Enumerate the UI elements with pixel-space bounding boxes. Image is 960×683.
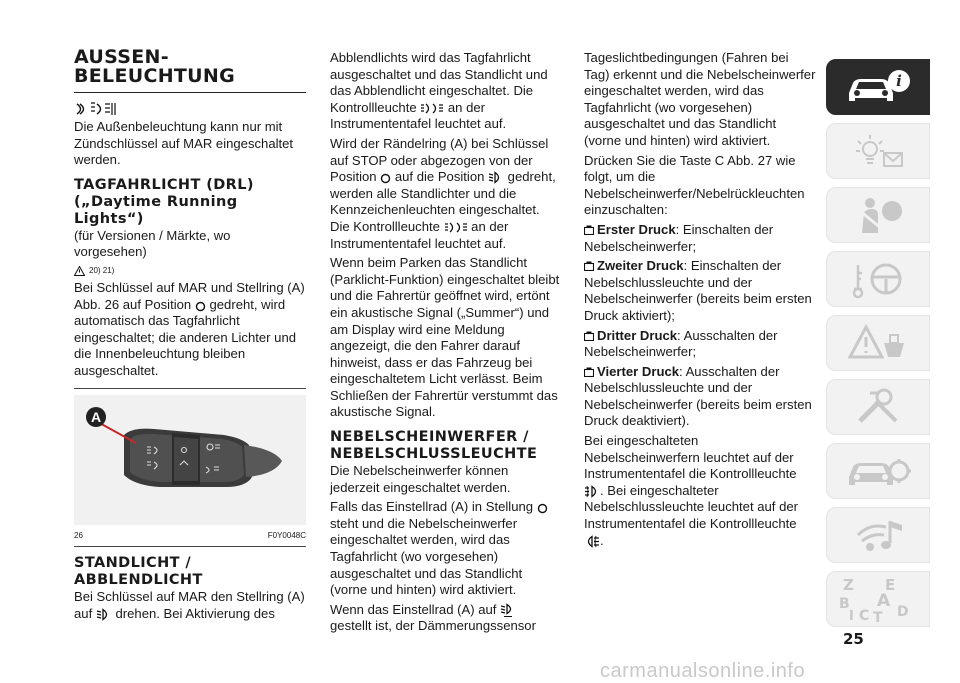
position-lights-indicator-icon bbox=[444, 221, 468, 234]
position-lights-indicator-icon bbox=[420, 102, 444, 115]
bullet-icon bbox=[584, 331, 594, 341]
press-step-1-text: : Einschalten der Nebelscheinwerfer; bbox=[584, 221, 774, 254]
svg-text:i: i bbox=[896, 72, 902, 90]
press-step-1-label: Erster Druck bbox=[597, 221, 676, 237]
press-step-4-label: Vierter Druck bbox=[597, 363, 680, 379]
col3-p3-a: Bei eingeschalteten Nebelscheinwerfern leuchtet auf der Instrumententafel die Kontrollleuchte bbox=[584, 433, 797, 482]
press-step-2-text: : Einschalten der Nebelschlussleuchte und der Nebelscheinwerfer (bereits beim ersten Druck aktiviert); bbox=[584, 258, 812, 323]
press-step-3-label: Dritter Druck bbox=[597, 327, 678, 343]
title-line-1: AUSSEN- bbox=[74, 46, 169, 68]
multimedia-icon bbox=[848, 515, 908, 555]
low-beam-icon bbox=[488, 171, 504, 184]
col2-p1-b: an der Instrumententafel leuchtet auf. bbox=[330, 99, 507, 132]
drl-heading-line-3: Lights“) bbox=[74, 210, 144, 227]
drl-heading-line-1: TAGFAHRLICHT (DRL) bbox=[74, 176, 254, 193]
light-switch-illustration bbox=[74, 395, 306, 525]
standlicht-text-a: Bei Schlüssel auf MAR den Stellring (A) auf bbox=[74, 589, 305, 621]
title-line-2: BELEUCHTUNG bbox=[74, 65, 236, 87]
bullet-icon bbox=[584, 367, 594, 377]
col2-p2-d: an der Instrumententafel leuchtet auf. bbox=[330, 218, 509, 251]
section-title bbox=[74, 48, 306, 86]
figure-code: F0Y0048C bbox=[267, 530, 306, 540]
drl-text-a: Bei Schlüssel auf MAR und Stellring (A) Abb. 26 auf Position bbox=[74, 279, 305, 312]
bullet-icon bbox=[584, 261, 594, 271]
low-beam-icon bbox=[96, 608, 112, 621]
figure-bottom-rule bbox=[74, 546, 306, 547]
roadside-triangle-icon bbox=[848, 323, 908, 363]
drl-heading-line-2: („Daytime Running bbox=[74, 193, 238, 210]
tab-car-info[interactable] bbox=[826, 59, 930, 115]
col2-paragraph-4: Die Nebelscheinwerfer können jederzeit eingeschaltet werden. bbox=[330, 463, 511, 495]
off-position-icon bbox=[537, 503, 548, 514]
warning-lights-icon bbox=[848, 131, 908, 171]
title-rule bbox=[74, 92, 306, 93]
fog-heading bbox=[330, 429, 560, 463]
col2-p2-b: auf die Position bbox=[391, 169, 489, 185]
tab-servicing[interactable] bbox=[826, 379, 930, 435]
standlicht-text-b: drehen. Bei Aktivierung des bbox=[111, 605, 275, 621]
drl-note: (für Versionen / Märkte, wo vorgesehen) bbox=[74, 227, 231, 260]
col2-p5-b: steht und die Nebelscheinwerfer eingeschaltet werden, wird das Tagfahrlicht (wo vorgesehen) ausgeschaltet und das Standlicht (vorne und hinten) wird aktiviert. bbox=[330, 515, 523, 598]
col3-paragraph-1: Tageslichtbedingungen (Fahren bei Tag) erkennt und die Nebelscheinwerfer eingeschaltet werden, wird das Tagfahrlicht (wo vorgesehen) ausgeschaltet und das Standlicht (vorne und hinten) wird aktiviert. bbox=[584, 50, 816, 148]
index-letter-d: D bbox=[897, 604, 909, 620]
figure-label-a: A bbox=[90, 408, 102, 425]
figure-26 bbox=[74, 395, 306, 525]
tab-specifications[interactable] bbox=[826, 443, 930, 499]
headlight-icons-row bbox=[74, 99, 306, 119]
drl-text bbox=[74, 280, 306, 380]
intro-text: Die Außenbeleuchtung kann nur mit Zündschlüssel auf MAR eingeschaltet werden. bbox=[74, 119, 294, 168]
index-letter-b: B bbox=[839, 596, 850, 612]
tab-emergency[interactable] bbox=[826, 315, 930, 371]
press-step-2-label: Zweiter Druck bbox=[597, 258, 684, 274]
col2-paragraph-1 bbox=[330, 50, 560, 133]
col2-p6-b: gestellt ist, der Dämmerungssensor bbox=[330, 618, 536, 634]
tab-starting-driving[interactable] bbox=[826, 251, 930, 307]
press-step-1 bbox=[584, 222, 816, 255]
standlicht-heading-line-2: ABBLENDLICHT bbox=[74, 572, 203, 589]
fog-heading-line-2: NEBELSCHLUSSLEUCHTE bbox=[330, 446, 538, 463]
lights-icon bbox=[74, 101, 118, 117]
standlicht-heading-line-1: STANDLICHT / bbox=[74, 555, 192, 572]
standlicht-heading bbox=[74, 555, 306, 589]
index-letter-z: Z bbox=[843, 576, 854, 594]
drl-heading bbox=[74, 177, 306, 228]
car-info-icon bbox=[843, 67, 913, 107]
drl-text-b: gedreht, wird automatisch das Tagfahrlicht eingeschaltet; die anderen Lichter und die Innenbeleuchtung bleiben ausgeschaltet. bbox=[74, 296, 297, 378]
off-position-icon bbox=[195, 301, 206, 312]
col2-p2-a: Wird der Rändelring (A) bei Schlüssel auf STOP oder abgezogen von der Position bbox=[330, 135, 549, 185]
index-letter-a: A bbox=[877, 591, 891, 611]
front-fog-indicator-icon bbox=[584, 485, 600, 498]
auto-light-icon bbox=[500, 603, 516, 617]
col3-p3-b: . Bei eingeschalteter Nebelschlussleuchte leuchtet auf der Instrumententafel die Kontrollleuchte bbox=[584, 482, 798, 532]
tab-multimedia[interactable] bbox=[826, 507, 930, 563]
standlicht-text bbox=[74, 589, 306, 622]
fog-heading-line-1: NEBELSCHEINWERFER / bbox=[330, 429, 529, 446]
col3-paragraph-2: Drücken Sie die Taste C Abb. 27 wie folgt, um die Nebelscheinwerfer/Nebelrückleuchten einzuschalten: bbox=[584, 152, 805, 218]
warning-ref-numbers: 20) 21) bbox=[89, 265, 115, 275]
tab-warning-lights[interactable] bbox=[826, 123, 930, 179]
col2-paragraph-2 bbox=[330, 136, 560, 252]
col2-paragraph-3: Wenn beim Parken das Standlicht (Parklicht-Funktion) eingeschaltet bleibt und die Fahrertür geöffnet wird, ertönt ein akustische Signal („Summer“) und am Display wird eine Meldung angezeigt, die den Fahrer darauf hinweist, dass er das Fahrzeug bei eingeschaltetem Licht verlässt. Beim Schließen der Fahrertür verstummt das akustische Signal. bbox=[330, 255, 560, 420]
col2-p1-a: Abblendlichts wird das Tagfahrlicht ausgeschaltet und das Standlicht und das Abblendlicht eingeschaltet. Die Kontrollleuchte bbox=[330, 50, 548, 115]
airbag-seatbelt-icon bbox=[848, 195, 908, 235]
tab-safety[interactable] bbox=[826, 187, 930, 243]
col3-paragraph-3 bbox=[584, 433, 816, 549]
tab-index[interactable] bbox=[826, 571, 930, 627]
col2-p5-a: Falls das Einstellrad (A) in Stellung bbox=[330, 499, 537, 515]
page-number: 25 bbox=[843, 630, 864, 648]
col2-p2-c: gedreht, werden alle Standlichter und die Kennzeichenleuchten eingeschaltet. Die Kontrollleuchte bbox=[330, 169, 556, 234]
press-step-4 bbox=[584, 364, 816, 430]
service-tools-icon bbox=[848, 387, 908, 427]
press-step-3 bbox=[584, 328, 816, 361]
column-3 bbox=[584, 50, 816, 552]
figure-top-rule bbox=[74, 388, 306, 389]
bullet-icon bbox=[584, 225, 594, 235]
figure-number: 26 bbox=[74, 530, 83, 540]
specifications-car-icon bbox=[843, 451, 913, 491]
warning-references bbox=[74, 264, 306, 278]
column-1 bbox=[74, 48, 306, 625]
col2-paragraph-6 bbox=[330, 602, 560, 635]
index-letter-c: C bbox=[859, 608, 870, 624]
press-step-3-text: : Ausschalten der Nebelscheinwerfer; bbox=[584, 327, 778, 360]
figure-caption bbox=[74, 528, 306, 545]
index-letter-e: E bbox=[885, 576, 896, 594]
steering-wheel-key-icon bbox=[848, 259, 908, 299]
chapter-tabs bbox=[826, 59, 930, 635]
watermark: carmanualsonline.info bbox=[600, 660, 806, 682]
index-letter-t: T bbox=[873, 610, 883, 624]
col2-p6-a: Wenn das Einstellrad (A) auf bbox=[330, 601, 501, 617]
alphabetical-index-icon bbox=[833, 574, 923, 624]
column-2 bbox=[330, 50, 560, 638]
index-letter-i: I bbox=[849, 609, 854, 624]
warning-triangle-icon bbox=[74, 266, 85, 276]
col3-p3-c: . bbox=[600, 532, 604, 548]
press-step-4-text: : Ausschalten der Nebelschlussleuchte und der Nebelscheinwerfer (bereits beim ersten Druck deaktiviert). bbox=[584, 363, 812, 429]
press-step-2 bbox=[584, 258, 816, 324]
off-position-icon bbox=[380, 173, 391, 184]
col2-paragraph-5 bbox=[330, 499, 560, 599]
rear-fog-indicator-icon bbox=[584, 535, 600, 548]
